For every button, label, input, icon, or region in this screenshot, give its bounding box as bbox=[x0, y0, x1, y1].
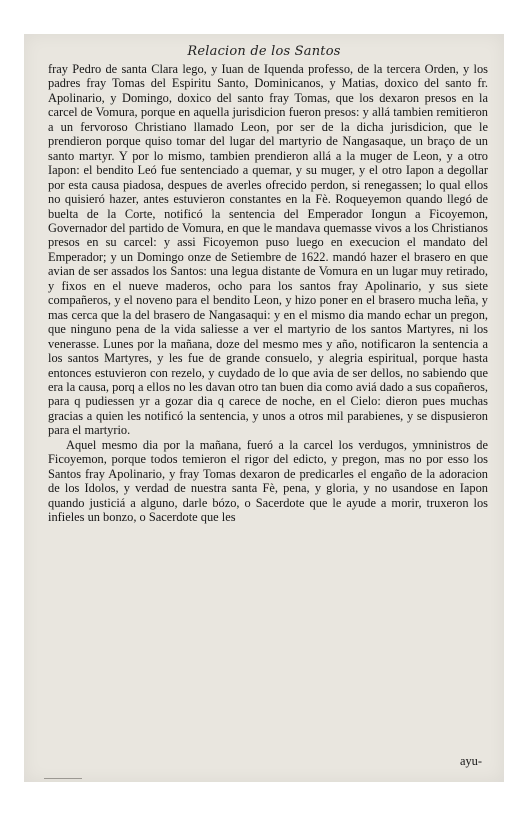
footer-rule bbox=[44, 778, 82, 779]
paragraph-2: Aquel mesmo dia por la mañana, fueró a la carcel los verdugos, ymninistros de Ficoyemon, porque todos temieron el rigor del edicto, y pregon, mas no por esso los Santos fray Apolinario, y fray Tomas dexaron de predicarles el engaño de la adoracion de los Idolos, y verdad de nuestra santa Fè, pena, y gloria, y no usandose en Iapon quando justiciá a alguno, darle bózo, o Sacerdote que le ayude a morir, truxeron los infieles un bonzo, o Sacerdote que les bbox=[48, 437, 488, 525]
paragraph-1: fray Pedro de santa Clara lego, y Iuan de Iquenda professo, de la tercera Orden, y los padres fray Tomas del Espiritu Santo, Dominicanos, y Matias, doxico del santo fr. Apolinario, y Domingo, doxico del santo fray Tomas, que los dexaron presos en la carcel de Vomura, porque en aquella jurisdicion fueron presos: y allá tambien remitieron a un fervoroso Christiano llamado Leon, por ser de la dicha jurisdicion, que le prendieron porque quiso tomar del lugar del martyrio de Nangasaque, un braço de un santo martyr. Y por lo mismo, tambien prendieron allá a la muger de Leon, y a otro Iapon: el bendito Leó fue sentenciado a quemar, y su muger, y el otro Iapon a degollar por esta causa piadosa, despues de averles ofrecido perdon, si renegassen; lo qual ellos no quisieró hazer, antes estuvieron constantes en la Fè. Roqueyemon quando llegó de buelta de la Corte, notificó la sentencia del Emperador Iongun a Ficoyemon, Governador del partido de Vomura, en que le mandava quemasse vivos a los Christianos presos en su carcel: y assi Ficoyemon puso luego en execucion el mandato del Emperador; y un Domingo onze de Setiembre de 1622. mandó hazer el brasero en que avian de ser assados los Santos: una legua distante de Vomura en un lugar muy retirado, y fixos en el nueve maderos, ocho para los santos fray Apolinario, y sus siete compañeros, y el noveno para el bendito Leon, y hizo poner en el brasero mucha leña, y mas cerca que la del brasero de Nangasaqui: y en el mismo dia mando echar un pregon, que ninguno pena de la vida saliesse a ver el martyrio de los santos Martyres, ni los venerasse. Lunes por la mañana, doze del mesmo mes y año, notificaron la sentencia a los santos Martyres, y les fue de grande consuelo, y alegria espiritual, porque hasta entonces estuvieron con rezelo, y cuydado de lo que avia de ser dellos, no sabiendo que era la causa, porq a ellos no les davan otro tan buen dia como aviá dado a sus copañeros, para q pudiessen yr a gozar dia q carece de noche, en el Cielo: dieron pues muchas gracias a quien les notificó la sentencia, y unos a otros mil parabienes, y se dispusieron para el martyrio. bbox=[48, 62, 488, 438]
running-title: Relacion de los Santos bbox=[187, 44, 341, 59]
page-body bbox=[48, 62, 488, 525]
catchword: ayu- bbox=[459, 754, 482, 768]
book-page bbox=[24, 34, 504, 782]
